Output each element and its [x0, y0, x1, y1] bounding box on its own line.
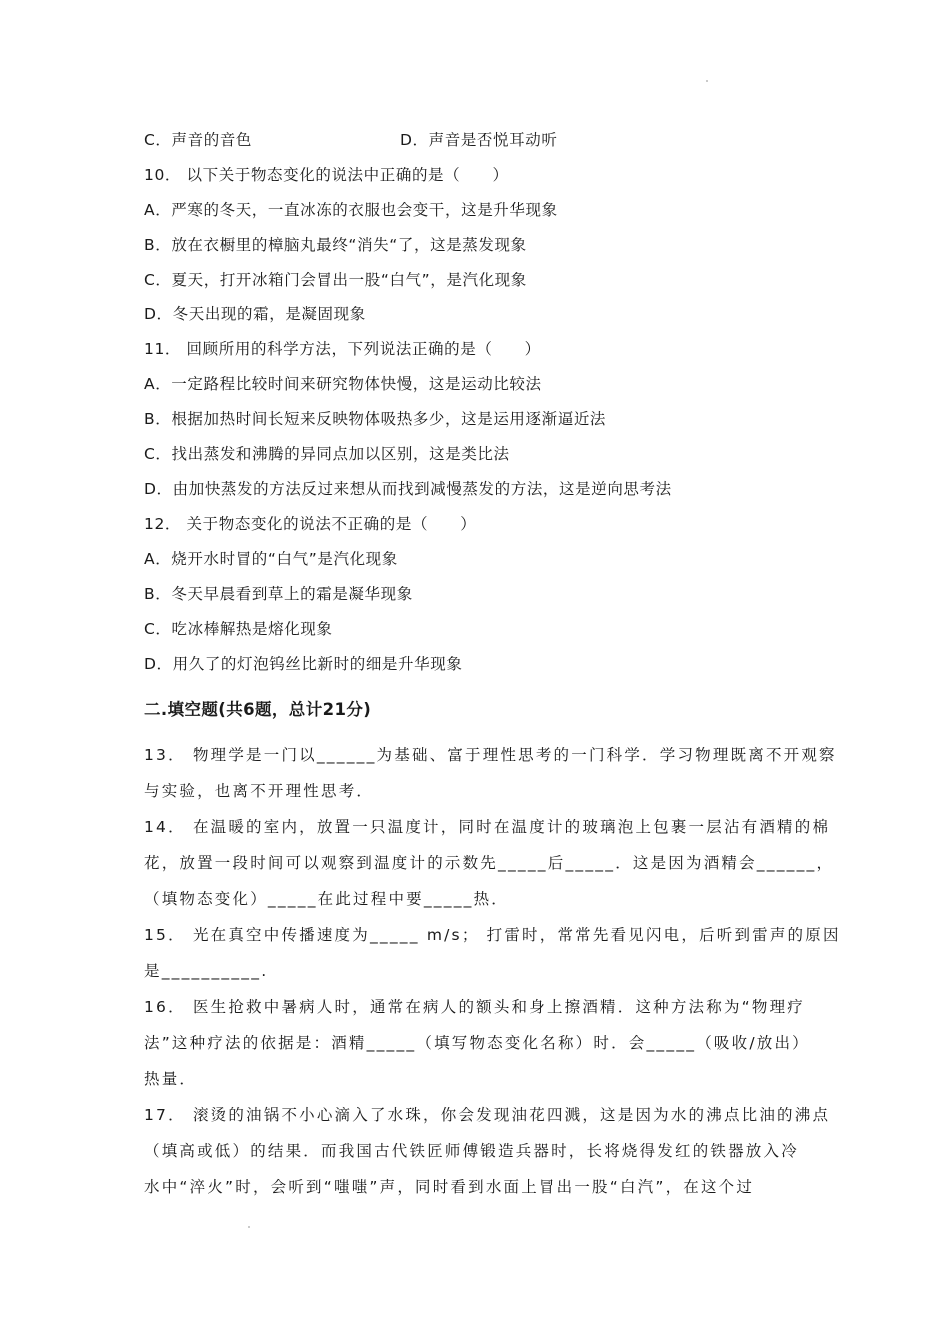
text-line-q10d: D．冬天出现的霜，是凝固现象	[144, 305, 366, 323]
section-heading: 二.填空题(共6题，总计21分)	[144, 700, 372, 719]
text-line-q11a: A．一定路程比较时间来研究物体快慢，这是运动比较法	[144, 375, 542, 393]
text-line-q15-1: 15． 光在真空中传播速度为_____ m/s； 打雷时，常常先看见闪电，后听到雷声的原因	[144, 926, 841, 944]
text-line-q9c: C．声音的音色	[144, 131, 253, 149]
text-line-q10b: B．放在衣橱里的樟脑丸最终“消失“了，这是蒸发现象	[144, 236, 527, 254]
text-line-q17-3: 水中“淬火”时，会听到“嗤嗤”声，同时看到水面上冒出一股“白汽”，在这个过	[144, 1178, 755, 1196]
text-line-q16-3: 热量．	[144, 1070, 198, 1088]
text-line-q10a: A．严寒的冬天，一直冰冻的衣服也会变干，这是升华现象	[144, 201, 558, 219]
text-line-q10: 10． 以下关于物态变化的说法中正确的是（ ）	[144, 166, 509, 184]
text-line-q14-2: 花，放置一段时间可以观察到温度计的示数先_____后_____．这是因为酒精会______，	[144, 854, 835, 872]
text-line-q11d: D．由加快蒸发的方法反过来想从而找到减慢蒸发的方法，这是逆向思考法	[144, 480, 672, 498]
text-line-q13-1: 13． 物理学是一门以______为基础、富于理性思考的一门科学．学习物理既离不开观察	[144, 746, 837, 764]
text-line-q12d: D．用久了的灯泡钨丝比新时的细是升华现象	[144, 655, 463, 673]
text-line-q10c: C．夏天，打开冰箱门会冒出一股“白气”，是汽化现象	[144, 271, 527, 289]
text-line-q12b: B．冬天早晨看到草上的霜是凝华现象	[144, 585, 413, 603]
text-line-q17-2: （填高或低）的结果．而我国古代铁匠师傅锻造兵器时，长将烧得发红的铁器放入冷	[144, 1142, 799, 1160]
text-line-q11: 11． 回顾所用的科学方法，下列说法正确的是（ ）	[144, 340, 541, 358]
text-line-q14-3: （填物态变化）_____在此过程中要_____热．	[144, 890, 510, 908]
corner-mark	[706, 80, 708, 82]
text-line-q11c: C．找出蒸发和沸腾的异同点加以区别，这是类比法	[144, 445, 510, 463]
text-line-q12a: A．烧开水时冒的“白气”是汽化现象	[144, 550, 398, 568]
text-line-q11b: B．根据加热时间长短来反映物体吸热多少，这是运用逐渐逼近法	[144, 410, 607, 428]
text-line-q16-2: 法”这种疗法的依据是：酒精_____（填写物态变化名称）时．会_____（吸收/放出）	[144, 1034, 810, 1052]
text-line-q17-1: 17． 滚烫的油锅不小心滴入了水珠，你会发现油花四溅，这是因为水的沸点比油的沸点	[144, 1106, 831, 1124]
text-line-q15-2: 是__________.	[144, 962, 269, 980]
text-line-q14-1: 14． 在温暖的室内，放置一只温度计，同时在温度计的玻璃泡上包裹一层沾有酒精的棉	[144, 818, 831, 836]
option-d-q9: D．声音是否悦耳动听	[400, 131, 558, 149]
text-line-q12: 12． 关于物态变化的说法不正确的是（ ）	[144, 515, 477, 533]
text-line-q16-1: 16． 医生抢救中暑病人时，通常在病人的额头和身上擦酒精．这种方法称为“物理疗	[144, 998, 805, 1016]
text-line-q12c: C．吃冰棒解热是熔化现象	[144, 620, 333, 638]
corner-mark	[248, 1226, 250, 1228]
text-line-q13-2: 与实验，也离不开理性思考．	[144, 782, 375, 800]
